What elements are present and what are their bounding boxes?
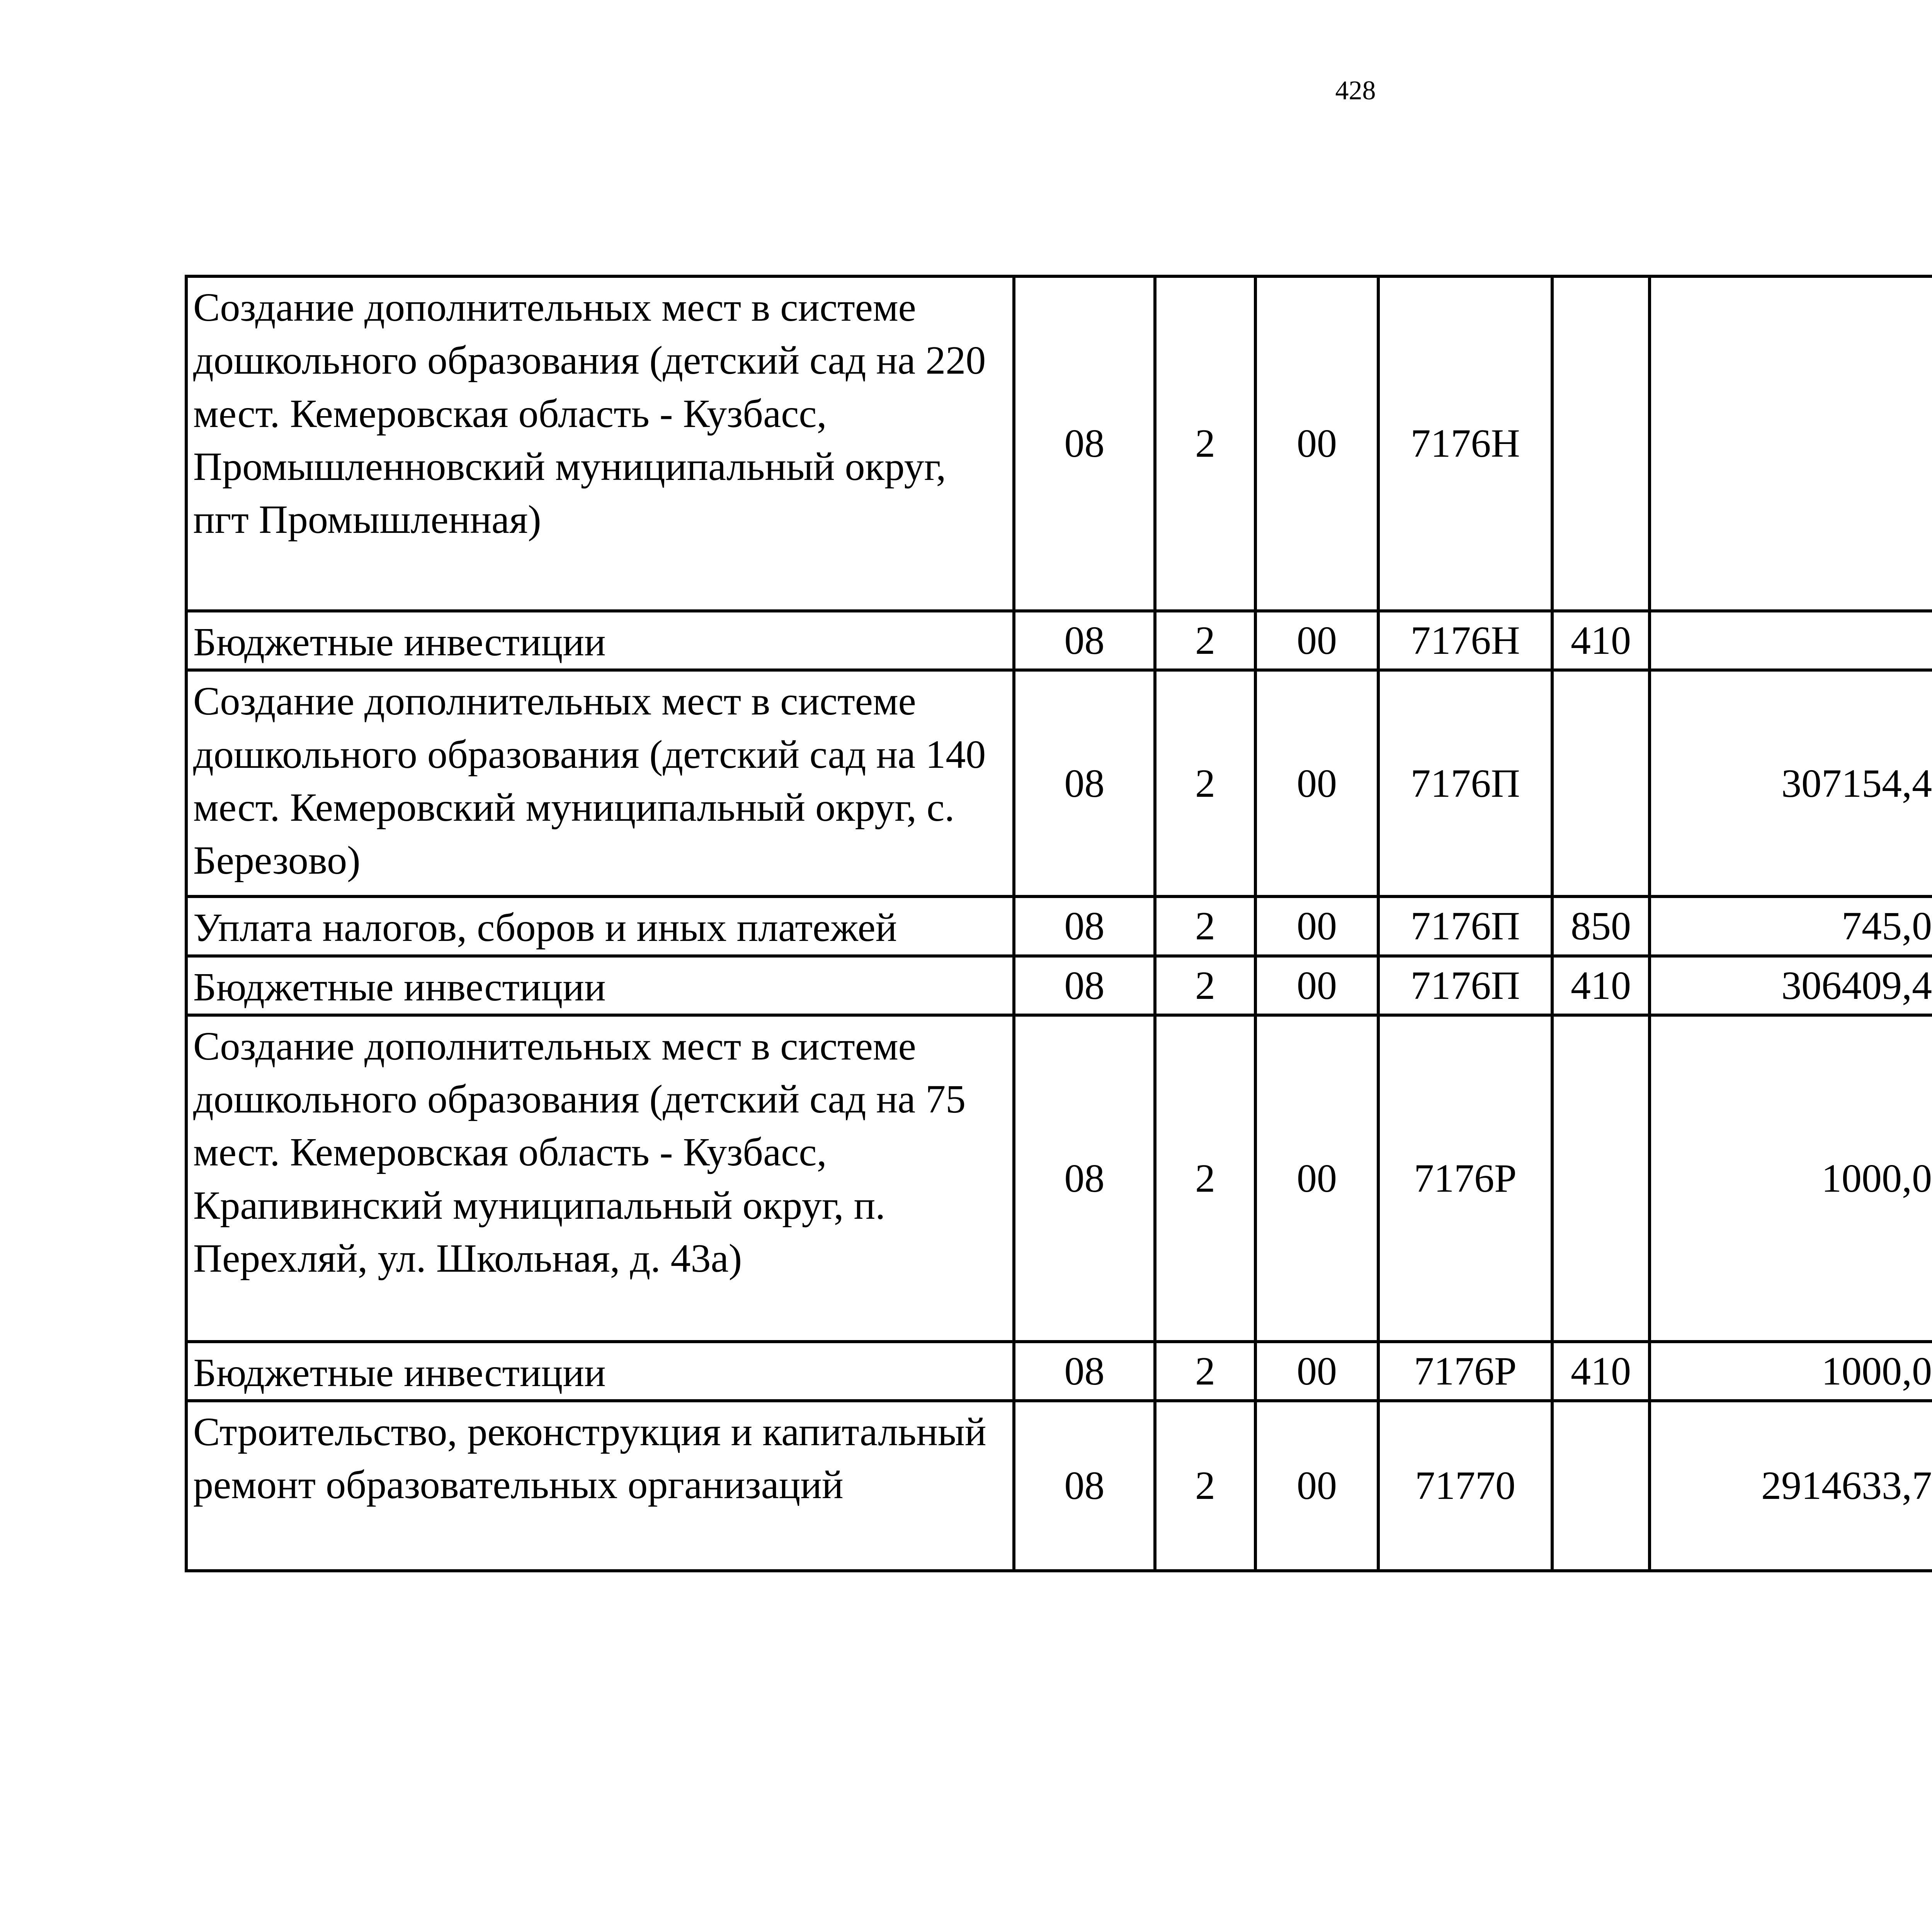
section-code: 08 [1014, 670, 1155, 896]
main-event-code: 00 [1255, 611, 1378, 670]
expense-type-code [1552, 1015, 1650, 1342]
section-code: 08 [1014, 276, 1155, 611]
main-event-code: 00 [1255, 276, 1378, 611]
section-code: 08 [1014, 1401, 1155, 1571]
row-name: Создание дополнительных мест в системе дошкольного образования (детский сад на 75 мест. Кемеровская область - Кузбасс, Крапивинский муниципальный округ, п. Перехляй, ул. Школьная, д. 43а) [186, 1015, 1014, 1342]
amount-year1 [1650, 611, 1932, 670]
budget-table [185, 275, 1932, 1572]
main-event-code: 00 [1255, 1015, 1378, 1342]
expense-type-code: 410 [1552, 1342, 1650, 1401]
subprogram-code: 2 [1155, 1342, 1255, 1401]
main-event-code: 00 [1255, 956, 1378, 1015]
direction-code: 7176Р [1378, 1015, 1552, 1342]
section-code: 08 [1014, 1342, 1155, 1401]
expense-type-code: 410 [1552, 611, 1650, 670]
direction-code: 7176Р [1378, 1342, 1552, 1401]
table-row [186, 1401, 1932, 1571]
subprogram-code: 2 [1155, 896, 1255, 956]
section-code: 08 [1014, 611, 1155, 670]
direction-code: 7176Н [1378, 611, 1552, 670]
expense-type-code [1552, 670, 1650, 896]
table-row [186, 670, 1932, 896]
table-row [186, 956, 1932, 1015]
row-name: Бюджетные инвестиции [186, 1342, 1014, 1401]
main-event-code: 00 [1255, 1401, 1378, 1571]
direction-code: 7176Н [1378, 276, 1552, 611]
direction-code: 7176П [1378, 896, 1552, 956]
main-event-code: 00 [1255, 1342, 1378, 1401]
amount-year1: 745,0 [1650, 896, 1932, 956]
amount-year1 [1650, 276, 1932, 611]
table-row [186, 1342, 1932, 1401]
direction-code: 7176П [1378, 670, 1552, 896]
section-code: 08 [1014, 896, 1155, 956]
section-code: 08 [1014, 956, 1155, 1015]
expense-type-code: 850 [1552, 896, 1650, 956]
subprogram-code: 2 [1155, 670, 1255, 896]
page-number: 428 [1335, 76, 1376, 105]
subprogram-code: 2 [1155, 956, 1255, 1015]
expense-type-code [1552, 276, 1650, 611]
amount-year1: 1000,0 [1650, 1342, 1932, 1401]
expense-type-code [1552, 1401, 1650, 1571]
amount-year1: 1000,0 [1650, 1015, 1932, 1342]
table-row [186, 1015, 1932, 1342]
subprogram-code: 2 [1155, 1401, 1255, 1571]
main-event-code: 00 [1255, 670, 1378, 896]
subprogram-code: 2 [1155, 1015, 1255, 1342]
expense-type-code: 410 [1552, 956, 1650, 1015]
main-event-code: 00 [1255, 896, 1378, 956]
subprogram-code: 2 [1155, 276, 1255, 611]
subprogram-code: 2 [1155, 611, 1255, 670]
table-row [186, 276, 1932, 611]
row-name: Создание дополнительных мест в системе дошкольного образования (детский сад на 140 мест. Кемеровский муниципальный округ, с. Березово) [186, 670, 1014, 896]
row-name: Уплата налогов, сборов и иных платежей [186, 896, 1014, 956]
row-name: Строительство, реконструкция и капитальный ремонт образовательных организаций [186, 1401, 1014, 1571]
table-row [186, 896, 1932, 956]
amount-year1: 307154,4 [1650, 670, 1932, 896]
amount-year1: 306409,4 [1650, 956, 1932, 1015]
row-name: Создание дополнительных мест в системе дошкольного образования (детский сад на 220 мест. Кемеровская область - Кузбасс, Промышленновский муниципальный округ, пгт Промышленная) [186, 276, 1014, 611]
row-name: Бюджетные инвестиции [186, 611, 1014, 670]
row-name: Бюджетные инвестиции [186, 956, 1014, 1015]
section-code: 08 [1014, 1015, 1155, 1342]
direction-code: 7176П [1378, 956, 1552, 1015]
table-row [186, 611, 1932, 670]
direction-code: 71770 [1378, 1401, 1552, 1571]
amount-year1: 2914633,7 [1650, 1401, 1932, 1571]
